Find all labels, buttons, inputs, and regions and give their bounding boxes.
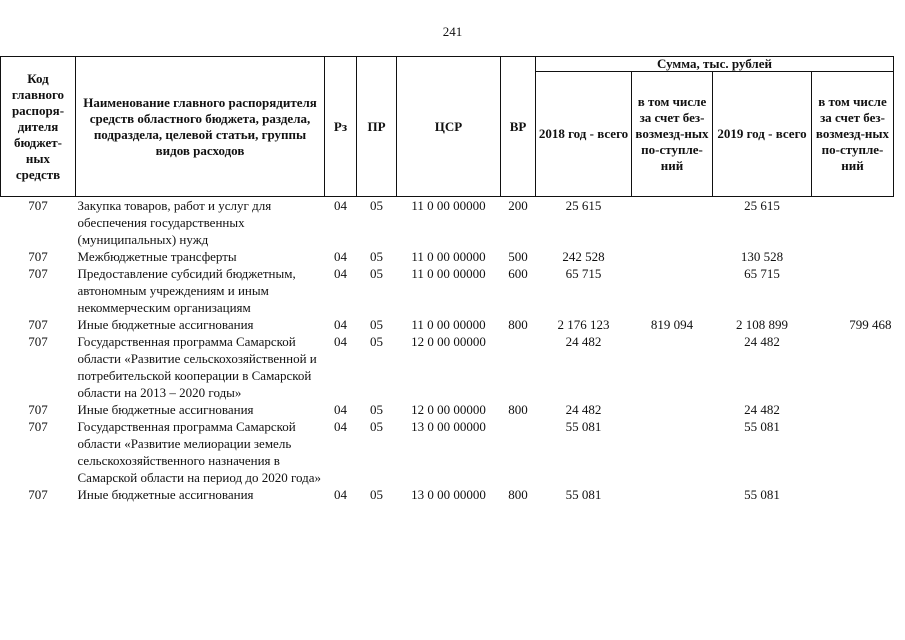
table-row bbox=[1, 248, 894, 265]
cell-pr: 05 bbox=[370, 402, 383, 417]
cell-vr: 600 bbox=[508, 266, 528, 281]
cell-vr bbox=[501, 418, 536, 486]
cell-2018-free bbox=[632, 333, 713, 401]
cell-name: Иные бюджетные ассигнования bbox=[77, 402, 254, 417]
cell-code: 707 bbox=[28, 402, 48, 417]
cell-name: Межбюджетные трансферты bbox=[77, 249, 237, 264]
cell-2019-total: 24 482 bbox=[744, 334, 780, 349]
cell-rz: 04 bbox=[334, 249, 347, 264]
cell-2018-total: 24 482 bbox=[565, 402, 602, 417]
header-vr: ВР bbox=[501, 57, 536, 197]
cell-vr: 800 bbox=[508, 487, 528, 502]
cell-rz: 04 bbox=[334, 266, 347, 281]
cell-name: Закупка товаров, работ и услуг для обеспечения государственных (муниципальных) нужд bbox=[77, 198, 272, 247]
cell-csr: 11 0 00 00000 bbox=[411, 266, 486, 281]
cell-name: Иные бюджетные ассигнования bbox=[77, 487, 254, 502]
cell-2018-total: 25 615 bbox=[565, 198, 602, 213]
page-number: 241 bbox=[442, 24, 463, 39]
cell-pr: 05 bbox=[370, 266, 383, 281]
header-rz: Рз bbox=[325, 57, 357, 197]
cell-rz: 04 bbox=[334, 198, 347, 213]
cell-name: Иные бюджетные ассигнования bbox=[77, 317, 254, 332]
cell-2019-free bbox=[812, 197, 894, 249]
cell-rz: 04 bbox=[334, 487, 347, 502]
header-pr: ПР bbox=[357, 57, 397, 197]
cell-code: 707 bbox=[28, 198, 48, 213]
table-header bbox=[1, 57, 894, 197]
header-2018-total: 2018 год - всего bbox=[536, 72, 632, 197]
table-row bbox=[1, 401, 894, 418]
cell-2019-total: 24 482 bbox=[744, 402, 780, 417]
cell-code: 707 bbox=[28, 266, 48, 281]
cell-2019-total: 130 528 bbox=[740, 249, 784, 264]
cell-code: 707 bbox=[28, 419, 48, 434]
header-2019-total: 2019 год - всего bbox=[713, 72, 812, 197]
table-row bbox=[1, 333, 894, 401]
cell-2019-total: 55 081 bbox=[744, 487, 780, 502]
cell-rz: 04 bbox=[334, 317, 347, 332]
table-row bbox=[1, 197, 894, 249]
cell-vr: 800 bbox=[508, 402, 528, 417]
header-2018-free: в том числе за счет без-возмезд-ных по-ступле-ний bbox=[632, 72, 713, 197]
cell-vr bbox=[501, 333, 536, 401]
table-row bbox=[1, 265, 894, 316]
cell-csr: 11 0 00 00000 bbox=[411, 317, 486, 332]
header-code: Код главного распоря-дителя бюджет-ных средств bbox=[1, 57, 76, 197]
cell-2019-free: 799 468 bbox=[849, 317, 892, 332]
cell-2019-free bbox=[812, 333, 894, 401]
cell-2019-total: 55 081 bbox=[744, 419, 780, 434]
budget-table bbox=[0, 56, 894, 503]
cell-2018-free bbox=[632, 401, 713, 418]
cell-code: 707 bbox=[28, 317, 48, 332]
table-row bbox=[1, 316, 894, 333]
cell-2018-free bbox=[632, 265, 713, 316]
cell-csr: 13 0 00 00000 bbox=[411, 487, 486, 502]
cell-pr: 05 bbox=[370, 249, 383, 264]
cell-vr: 200 bbox=[508, 198, 528, 213]
cell-2018-free: 819 094 bbox=[650, 317, 694, 332]
cell-2018-total: 2 176 123 bbox=[557, 317, 610, 332]
table-row bbox=[1, 418, 894, 486]
cell-rz: 04 bbox=[334, 334, 347, 349]
header-name: Наименование главного распорядителя средств областного бюджета, раздела, подраздела, целевой статьи, группы видов расходов bbox=[76, 57, 325, 197]
cell-2019-total: 2 108 899 bbox=[736, 317, 788, 332]
cell-pr: 05 bbox=[370, 334, 383, 349]
cell-code: 707 bbox=[28, 487, 48, 502]
header-2019-free: в том числе за счет без-возмезд-ных по-ступле-ний bbox=[812, 72, 894, 197]
cell-2018-free bbox=[632, 197, 713, 249]
header-sum: Сумма, тыс. рублей bbox=[536, 57, 894, 72]
cell-2019-free bbox=[812, 265, 894, 316]
cell-name: Государственная программа Самарской области «Развитие мелиорации земель сельскохозяйственного назначения в Самарской области на период до 2020 года» bbox=[77, 419, 321, 485]
cell-2019-free bbox=[812, 486, 894, 503]
cell-csr: 13 0 00 00000 bbox=[411, 419, 486, 434]
cell-name: Государственная программа Самарской области «Развитие сельскохозяйственной и потребительской кооперации в Самарской области на 2013 – 2020 годы» bbox=[77, 334, 317, 400]
cell-2019-free bbox=[812, 248, 894, 265]
cell-pr: 05 bbox=[370, 419, 383, 434]
cell-2018-free bbox=[632, 418, 713, 486]
cell-2018-total: 242 528 bbox=[562, 249, 605, 264]
cell-pr: 05 bbox=[370, 487, 383, 502]
cell-2018-total: 55 081 bbox=[565, 487, 602, 502]
cell-2018-total: 24 482 bbox=[565, 334, 602, 349]
cell-2019-free bbox=[812, 401, 894, 418]
cell-rz: 04 bbox=[334, 419, 347, 434]
cell-2018-free bbox=[632, 486, 713, 503]
cell-2018-free bbox=[632, 248, 713, 265]
cell-vr: 500 bbox=[508, 249, 528, 264]
table-body bbox=[1, 197, 894, 504]
header-csr: ЦСР bbox=[397, 57, 501, 197]
cell-csr: 12 0 00 00000 bbox=[411, 334, 486, 349]
cell-2019-free bbox=[812, 418, 894, 486]
cell-rz: 04 bbox=[334, 402, 347, 417]
cell-code: 707 bbox=[28, 249, 48, 264]
cell-pr: 05 bbox=[370, 198, 383, 213]
cell-2018-total: 65 715 bbox=[565, 266, 602, 281]
cell-2019-total: 65 715 bbox=[744, 266, 780, 281]
table-row bbox=[1, 486, 894, 503]
cell-csr: 12 0 00 00000 bbox=[411, 402, 486, 417]
cell-csr: 11 0 00 00000 bbox=[411, 198, 486, 213]
cell-csr: 11 0 00 00000 bbox=[411, 249, 486, 264]
cell-2019-total: 25 615 bbox=[744, 198, 780, 213]
cell-vr: 800 bbox=[508, 317, 528, 332]
cell-code: 707 bbox=[28, 334, 48, 349]
cell-2018-total: 55 081 bbox=[565, 419, 602, 434]
cell-pr: 05 bbox=[370, 317, 383, 332]
cell-name: Предоставление субсидий бюджетным, автономным учреждениям и иным некоммерческим организациям bbox=[77, 266, 296, 315]
